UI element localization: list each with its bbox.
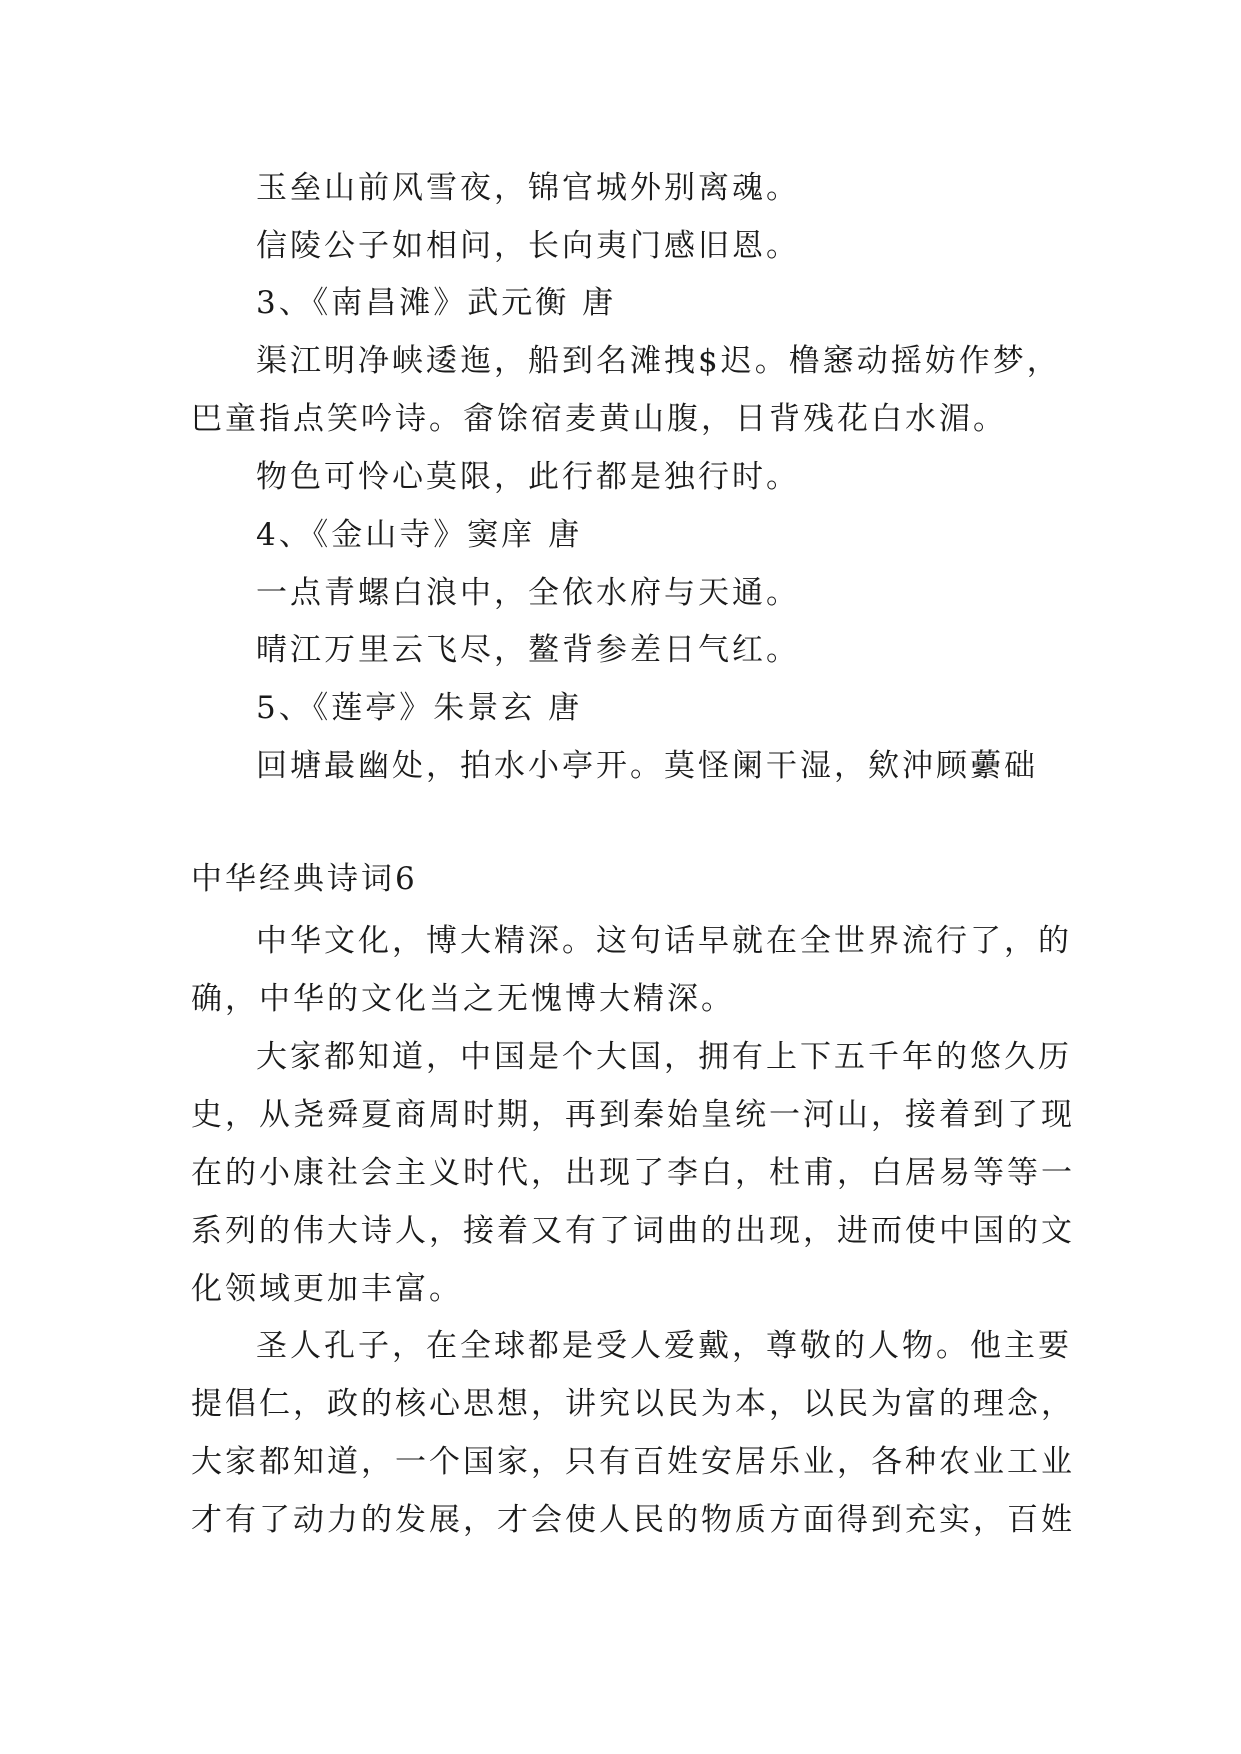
poem-line: 晴江万里云飞尽，鳌背参差日气红。 xyxy=(256,632,800,668)
poem-title: 4、《金山寺》窦庠 唐 xyxy=(256,517,583,553)
poem-line: 信陵公子如相问，长向夷门感旧恩。 xyxy=(256,228,800,264)
paragraph-line: 史，从尧舜夏商周时期，再到秦始皇统一河山，接着到了现 xyxy=(191,1097,1075,1133)
poem-line: 一点青螺白浪中，全依水府与天通。 xyxy=(256,575,800,611)
poem-line: 回塘最幽处，拍水小亭开。莫怪阑干湿，欸沖顾虆础 xyxy=(256,748,1038,784)
paragraph-line: 系列的伟大诗人，接着又有了词曲的出现，进而使中国的文 xyxy=(191,1213,1075,1249)
paragraph-line: 大家都知道，一个国家，只有百姓安居乐业，各种农业工业 xyxy=(191,1444,1075,1480)
paragraph-line: 化领域更加丰富。 xyxy=(191,1271,463,1307)
poem-line: 渠江明净峡逶迤，船到名滩拽$迟。橹窸动摇妨作梦， xyxy=(256,343,1061,379)
paragraph-line: 在的小康社会主义时代，出现了李白，杜甫，白居易等等一 xyxy=(191,1155,1075,1191)
poem-line: 巴童指点笑吟诗。畲馀宿麦黄山腹，日背残花白水湄。 xyxy=(191,401,1007,437)
poem-title: 5、《莲亭》朱景玄 唐 xyxy=(256,690,583,726)
poem-title: 3、《南昌滩》武元衡 唐 xyxy=(256,285,617,321)
paragraph-line: 确，中华的文化当之无愧博大精深。 xyxy=(191,981,735,1017)
paragraph-line: 中华文化，博大精深。这句话早就在全世界流行了，的 xyxy=(256,923,1072,959)
paragraph-line: 提倡仁，政的核心思想，讲究以民为本，以民为富的理念， xyxy=(191,1386,1075,1422)
section-heading: 中华经典诗词6 xyxy=(191,861,418,897)
paragraph-line: 才有了动力的发展，才会使人民的物质方面得到充实，百姓 xyxy=(191,1502,1075,1538)
poem-line: 玉垒山前风雪夜，锦官城外别离魂。 xyxy=(256,170,800,206)
paragraph-line: 大家都知道，中国是个大国，拥有上下五千年的悠久历 xyxy=(256,1039,1072,1075)
poem-line: 物色可怜心莫限，此行都是独行时。 xyxy=(256,459,800,495)
paragraph-line: 圣人孔子，在全球都是受人爱戴，尊敬的人物。他主要 xyxy=(256,1328,1072,1364)
